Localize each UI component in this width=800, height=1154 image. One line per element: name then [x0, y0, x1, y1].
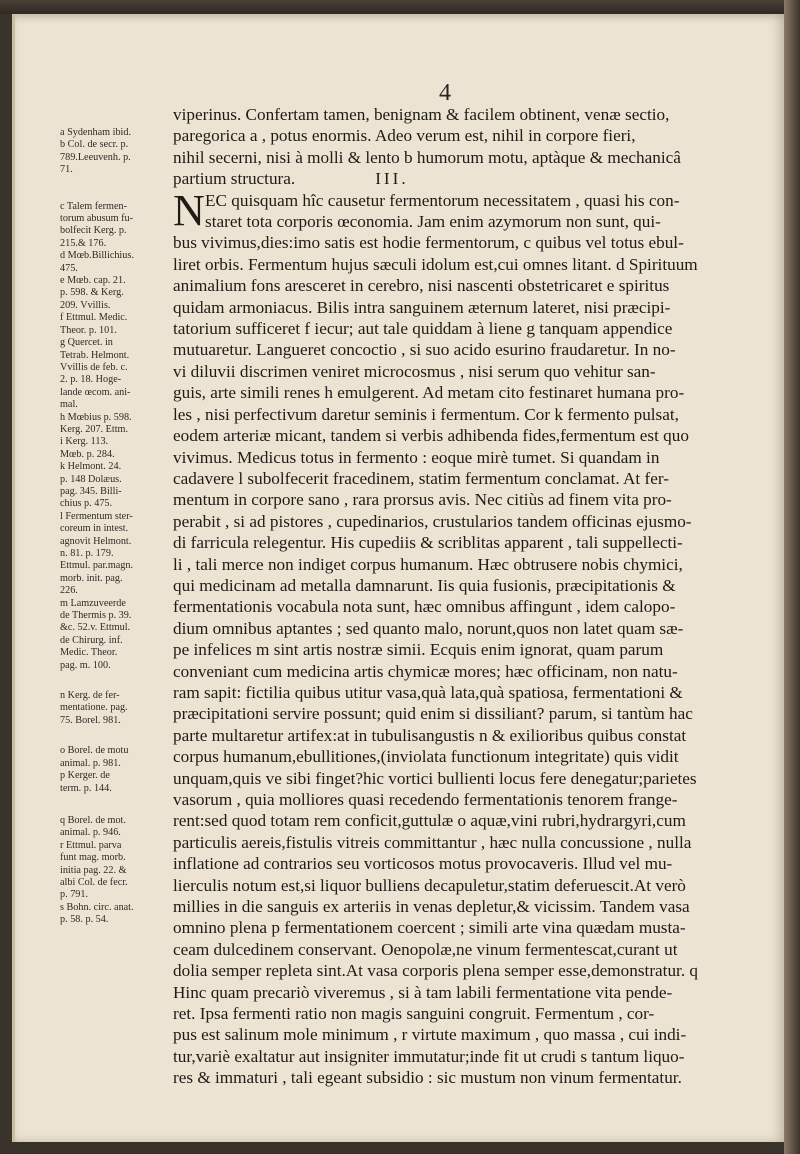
text-line: mutuaretur. Langueret concoctio , si suo acido esurino fraudaretur. In no-	[173, 340, 676, 360]
text-line: vi diluvii discrimen veniret microcosmus , nisi serum quo vehitur san-	[173, 361, 656, 381]
text-line: parte multaretur artifex:at in tubulisangustis n & exilioribus quibus constat	[173, 725, 687, 745]
margin-note-line: i Kerg. 113.	[60, 436, 109, 448]
text-line: tatorium sufficeret f iecur; aut tale quiddam à liene g tanquam appendice	[173, 319, 673, 339]
text-line: EC quisquam hîc causetur fermentorum necessitatem , quasi his con-	[205, 190, 680, 210]
margin-note-block	[60, 745, 172, 795]
margin-note-line: de Thermis p. 39.	[60, 610, 132, 622]
text-line: mentum in corpore sano , rara prorsus avis. Nec citiùs ad finem vita pro-	[173, 490, 672, 510]
margin-note-line: albi Col. de fecr.	[60, 876, 128, 888]
text-line: qui medicinam ad metalla damnarunt. Iis quia fusionis, præcipitationis &	[173, 575, 676, 595]
margin-note-line: p. 58. p. 54.	[60, 914, 109, 926]
main-text	[173, 104, 738, 1089]
text-line: particulis aereis,fistulis vitreis committantur , hæc nulla concussione , nulla	[173, 832, 692, 852]
text-line: di farricula relegentur. His cupediis & scriblitas apparent , tali suppellecti-	[173, 533, 683, 553]
text-line: viperinus. Confertam tamen, benignam & facilem obtinent, venæ sectio,	[173, 105, 670, 124]
text-line: vasorum , quia molliores quasi recedendo fermentationis tenorem frange-	[173, 790, 678, 809]
margin-note-line: n. 81. p. 179.	[60, 548, 114, 559]
margin-note-line: Tetrab. Helmont.	[60, 349, 130, 361]
margin-note-line: chius p. 475.	[60, 498, 113, 510]
margin-note-line: l Fermentum ster-	[60, 510, 133, 522]
margin-note-line: a Sydenham ibid.	[60, 127, 132, 138]
margin-note-line: 209. Vvillis.	[60, 299, 111, 311]
page-top-edge	[0, 0, 800, 14]
text-line: pe infelices m sint artis nostræ simii. Ecquis enim ignorat, quam parum	[173, 640, 664, 660]
margin-note-line: Medic. Theor.	[60, 647, 118, 659]
text-line: liret orbis. Fermentum hujus sæculi idolum est,cui omnes litant. d Spirituum	[173, 254, 698, 274]
margin-note-line: de Chirurg. inf.	[60, 634, 123, 646]
section-heading: III.	[375, 169, 409, 189]
text-line: perabit , si ad pistores , cupedinarios, crustularios tandem officinas ejusmo-	[173, 511, 692, 531]
margin-note-line: f Ettmul. Medic.	[60, 312, 128, 324]
margin-note-line: p. 598. & Kerg.	[60, 287, 124, 299]
margin-note-line: 789.Leeuvenh. p.	[60, 151, 131, 163]
text-line: omnino plena p fermentationem coercent ; simili arte vina quædam musta-	[173, 918, 686, 938]
text-line: staret tota corporis œconomia. Jam enim azymorum non sunt, qui-	[205, 212, 661, 232]
text-line: ret. Ipsa fermenti ratio non magis sanguini congruit. Fermentum , cor-	[173, 1004, 655, 1024]
book-spine-edge	[784, 0, 800, 1154]
margin-note-line: pag. 345. Billi-	[60, 485, 122, 497]
text-line: millies in die sanguis ex arteriis in venas depletur,& vicissim. Tandem vasa	[173, 897, 690, 917]
margin-note-line: 71.	[60, 164, 73, 176]
drop-cap: N	[173, 185, 205, 235]
text-line: lierculis notum est,si liquor bulliens decapuletur,statim deferuescit.At verò	[173, 875, 686, 895]
margin-note-line: term. p. 144.	[60, 782, 112, 794]
margin-note-line: Theor. p. 101.	[60, 324, 117, 336]
margin-note-line: k Helmont. 24.	[60, 461, 122, 473]
text-line: les , nisi perfectivum daretur seminis i fermentum. Cor k fermento pulsat,	[173, 404, 679, 424]
margin-note-line: coreum in intest.	[60, 523, 129, 535]
margin-note-line: animal. p. 946.	[60, 827, 121, 839]
margin-note-line: initia pag. 22. &	[60, 864, 127, 876]
text-line: paregorica a , potus enormis. Adeo verum est, nihil in corpore fieri,	[173, 126, 636, 146]
margin-notes	[60, 127, 172, 927]
text-line: dolia semper repleta sint.At vasa corporis plena semper esse,demonstratur. q	[173, 961, 699, 981]
margin-note-line: lande œcom. ani-	[60, 386, 131, 398]
margin-note-line: h Mœbius p. 598.	[60, 411, 132, 423]
text-line: eodem arteriæ micant, tandem si verbis adhibenda fides,fermentum est quo	[173, 426, 689, 446]
margin-note-line: p Kerger. de	[60, 770, 110, 782]
text-line: dium omnibus aptantes ; sed quanto malo, norunt,quos non latet quam sæ-	[173, 618, 684, 638]
margin-note-line: &c. 52.v. Ettmul.	[60, 622, 131, 634]
text-line: guis, arte simili renes h emulgerent. Ad metam cito festinaret humana pro-	[173, 383, 685, 403]
text-line: pus est salinum mole minimum , r virtute maximum , quo massa , cui indi-	[173, 1025, 687, 1045]
margin-note-line: 226.	[60, 585, 78, 597]
text-line: conveniant cum medicina artis chymicæ mores; hæc officinam, non natu-	[173, 661, 678, 681]
text-line: tur,variè exaltatur aut insigniter immutatur;inde fit ut crudi s tantum liquo-	[173, 1046, 685, 1066]
margin-note-line: Mœb. p. 284.	[60, 448, 115, 460]
margin-note-line: mentatione. pag.	[60, 702, 128, 714]
margin-note-block	[60, 815, 172, 927]
margin-note-line: Kerg. 207. Ettm.	[60, 423, 129, 435]
text-line: nihil secerni, nisi à molli & lento b humorum motu, aptàque & mechanicâ	[173, 147, 681, 167]
margin-note-line: c Talem fermen-	[60, 200, 127, 212]
text-line: corpus humanum,ebullitiones,(inviolata functionum integritate) quis vidit	[173, 747, 679, 767]
margin-note-line: e Mœb. cap. 21.	[60, 275, 126, 287]
margin-note-line: q Borel. de mot.	[60, 814, 126, 826]
page-number: 4	[439, 80, 451, 106]
margin-note-line: animal. p. 981.	[60, 757, 121, 769]
text-line: rent:sed quod totam rem conficit,guttulæ o aquæ,vini rubri,hydrargyri,cum	[173, 811, 686, 831]
margin-note-line: s Bohn. circ. anat.	[60, 901, 134, 913]
margin-note-line: funt mag. morb.	[60, 852, 126, 864]
text-line: res & immaturi , tali egeant subsidio : sic mustum non vinum fermentatur.	[173, 1068, 682, 1088]
margin-note-line: g Quercet. in	[60, 337, 113, 349]
margin-note-line: 2. p. 18. Hoge-	[60, 374, 122, 386]
margin-note-line: 75. Borel. 981.	[60, 714, 121, 726]
text-line: inflatione ad contrarios seu vorticosos motus provocaveris. Illud vel mu-	[173, 854, 673, 874]
text-line: li , tali merce non indiget corpus humanum. Hæc obtrusere nobis chymici,	[173, 554, 683, 574]
margin-note-line: m Lamzuveerde	[60, 597, 126, 609]
margin-note-line: o Borel. de motu	[60, 745, 129, 757]
margin-note-line: 215.& 176.	[60, 237, 107, 249]
paragraph	[173, 185, 738, 1089]
margin-note-block	[60, 201, 172, 672]
margin-note-line: morb. init. pag.	[60, 572, 123, 584]
text-line: ram sapit: fictilia quibus utitur vasa,quà lata,quà spatiosa, fermentationi &	[173, 682, 683, 702]
margin-note-line: bolfecit Kerg. p.	[60, 225, 127, 237]
margin-note-line: 475.	[60, 262, 78, 274]
text-line: præcipitationi servire possunt; quid enim si dissiliant? parum, si tantùm hac	[173, 704, 693, 724]
margin-note-line: p. 791.	[60, 889, 89, 901]
text-line: animalium fons aresceret in cerebro, nisi nascenti obstetricaret e spiritus	[173, 276, 670, 296]
text-span: partium structura.	[173, 169, 296, 189]
text-line: ceam dulcedinem conservant. Oenopolæ,ne vinum fermentescat,curant ut	[173, 939, 678, 959]
margin-note-line: Vvillis de feb. c.	[60, 361, 128, 373]
margin-note-line: n Kerg. de fer-	[60, 690, 120, 702]
margin-note-line: pag. m. 100.	[60, 659, 111, 671]
text-line: quidam armoniacus. Bilis intra sanguinem æternum lateret, nisi præcipi-	[173, 297, 671, 317]
margin-note-line: d Mœb.Billichius.	[60, 250, 134, 262]
margin-note-line: torum abusum fu-	[60, 213, 133, 225]
text-line	[173, 168, 738, 189]
margin-note-line: Ettmul. par.magn.	[60, 560, 133, 572]
text-line: vivimus. Medicus totus in fermento : eoque mirè tumet. Si quandam in	[173, 447, 660, 467]
margin-note-line: b Col. de secr. p.	[60, 139, 129, 151]
text-line: fermentationis vocabula nota sunt, hæc omnibus affingunt , idem calopo-	[173, 597, 676, 617]
text-line: Hinc quam precariò viveremus , si à tam labili fermentatione vita pende-	[173, 982, 673, 1002]
text-line: bus vivimus,dies:imo satis est hodie fermentorum, c quibus vel totus ebul-	[173, 233, 684, 253]
margin-note-line: mal.	[60, 399, 78, 411]
margin-note-line: p. 148 Dolæus.	[60, 473, 122, 485]
margin-note-line: r Ettmul. parva	[60, 839, 122, 851]
margin-note-line: agnovit Helmont.	[60, 535, 132, 547]
margin-note-block	[60, 127, 172, 177]
text-line: unquam,quis ve sibi finget?hic vortici bullienti locus fere denegatur;parietes	[173, 768, 697, 788]
text-line: cadavere l subolfecerit fracedinem, statim fermentum conclamat. At fer-	[173, 468, 669, 488]
margin-note-block	[60, 690, 172, 727]
